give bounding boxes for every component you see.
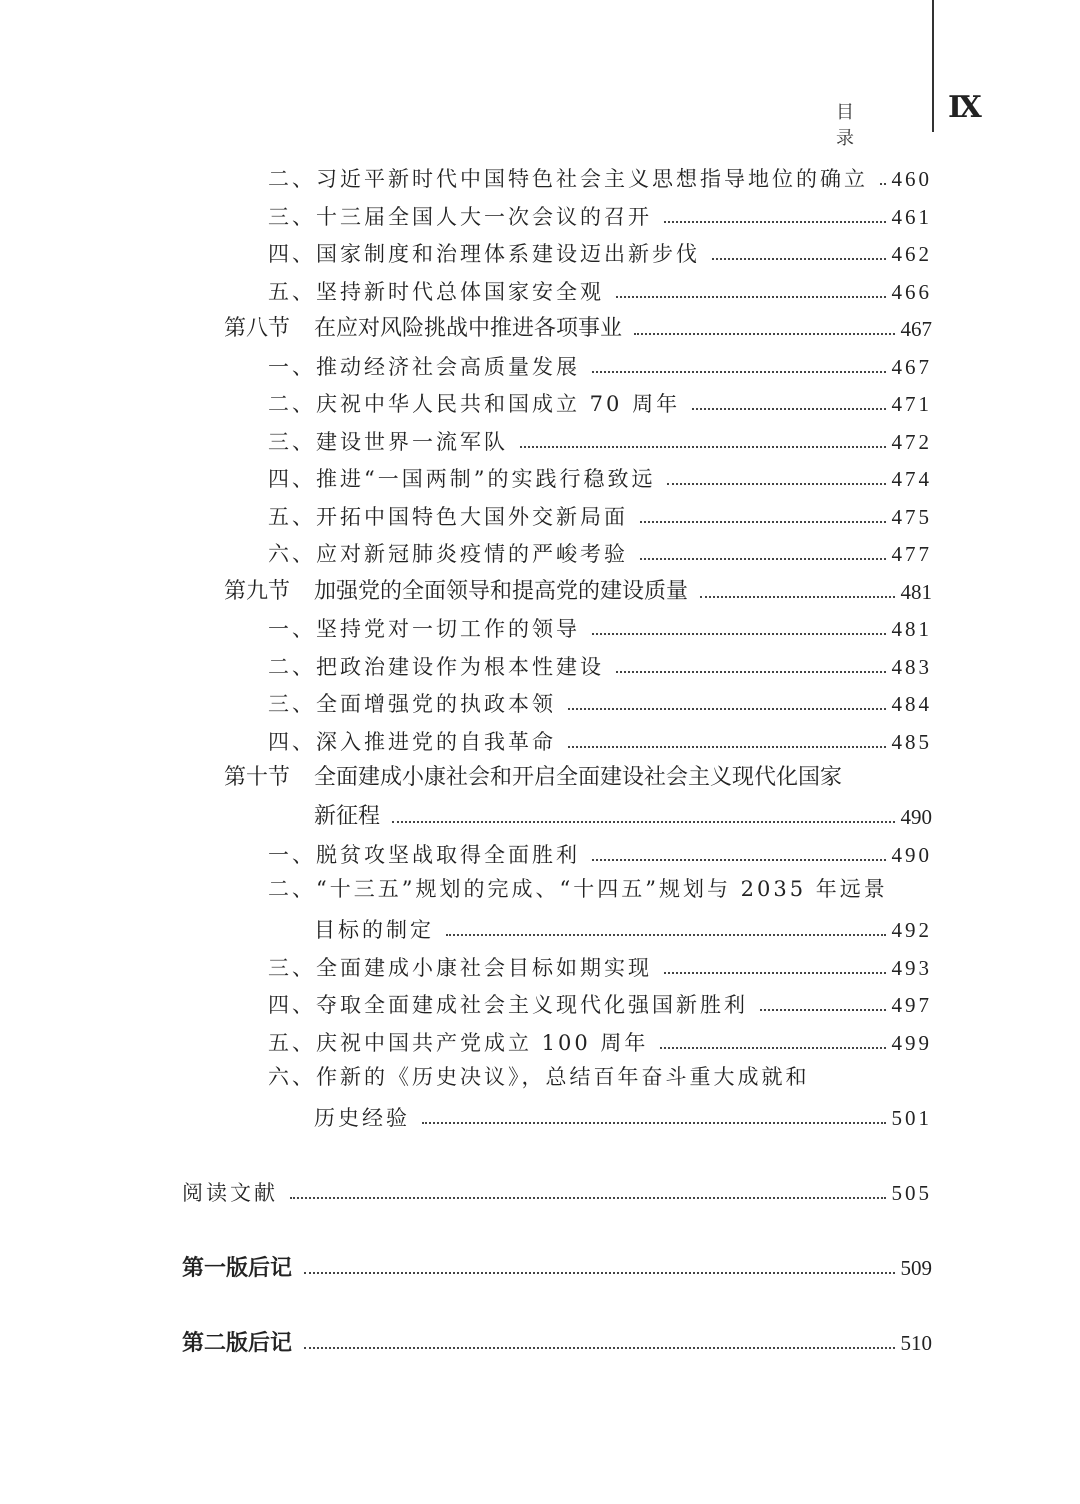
toc-entry[interactable] <box>268 456 932 494</box>
entry-number: 一、 <box>268 355 316 379</box>
leader-dots <box>392 820 894 823</box>
toc-entry[interactable] <box>268 832 932 870</box>
section-title: 全面建成小康社会和开启全面建设社会主义现代化国家 <box>314 765 843 790</box>
entry-title: 国家制度和治理体系建设迈出新步伐 <box>316 242 700 266</box>
entry-number: 二、 <box>268 877 316 901</box>
section-title: 加强党的全面领导和提高党的建设质量 <box>314 579 689 604</box>
entry-number: 六、 <box>268 1065 316 1089</box>
entry-title: 全面增强党的执政本领 <box>316 692 556 716</box>
entry-title: 坚持新时代总体国家安全观 <box>316 280 604 304</box>
leader-dots <box>664 971 886 974</box>
entry-page: 509 <box>900 1256 932 1280</box>
entry-title: 推进“一国两制”的实践行稳致远 <box>316 467 656 491</box>
entry-number: 三、 <box>268 956 316 980</box>
entry-number: 二、 <box>268 655 316 679</box>
entry-title: 全面建成小康社会目标如期实现 <box>316 956 652 980</box>
entry-page: 474 <box>891 467 932 491</box>
entry-title-continued: 目标的制定 <box>314 918 434 942</box>
section-number: 第八节 <box>224 316 291 341</box>
leader-dots <box>664 220 886 223</box>
entry-page: 483 <box>891 655 932 679</box>
entry-page: 490 <box>891 843 932 867</box>
entry-page: 485 <box>891 730 932 754</box>
leader-dots <box>880 182 886 185</box>
toc-entry[interactable] <box>268 419 932 457</box>
toc-section-entry[interactable] <box>224 306 932 344</box>
toc-entry[interactable] <box>268 681 932 719</box>
entry-number: 五、 <box>268 1031 316 1055</box>
entry-page: 505 <box>891 1181 932 1205</box>
toc-entry[interactable] <box>268 1020 932 1058</box>
entry-number: 二、 <box>268 167 316 191</box>
entry-number: 三、 <box>268 430 316 454</box>
entry-title: 开拓中国特色大国外交新局面 <box>316 505 628 529</box>
toc-entry[interactable] <box>268 494 932 532</box>
header-divider-line <box>932 0 934 132</box>
leader-dots <box>660 1046 885 1049</box>
page-number: Ⅸ <box>948 91 982 124</box>
entry-title: “十三五”规划的完成、“十四五”规划与 2035 年远景 <box>316 877 888 901</box>
leader-dots <box>520 445 886 448</box>
leader-dots <box>592 632 886 635</box>
toc-section-entry[interactable] <box>224 569 932 607</box>
toc-entry-line2[interactable] <box>314 907 932 945</box>
entry-title: 应对新冠肺炎疫情的严峻考验 <box>316 542 628 566</box>
leader-dots <box>760 1008 886 1011</box>
entry-number: 四、 <box>268 467 316 491</box>
section-title: 在应对风险挑战中推进各项事业 <box>314 316 623 341</box>
leader-dots <box>568 707 886 710</box>
leader-dots <box>692 407 885 410</box>
leader-dots <box>304 1271 894 1274</box>
back-matter-title: 阅读文献 <box>182 1181 278 1205</box>
entry-number: 二、 <box>268 392 316 416</box>
entry-page: 461 <box>891 205 932 229</box>
entry-number: 五、 <box>268 505 316 529</box>
toc-entry[interactable] <box>268 644 932 682</box>
entry-page: 472 <box>891 430 932 454</box>
entry-page: 466 <box>891 280 932 304</box>
leader-dots <box>640 557 886 560</box>
toc-section-entry-line1[interactable] <box>224 763 842 793</box>
toc-back-matter-entry[interactable] <box>182 1170 932 1208</box>
entry-title: 推动经济社会高质量发展 <box>316 355 580 379</box>
entry-title: 夺取全面建成社会主义现代化强国新胜利 <box>316 993 748 1017</box>
leader-dots <box>446 933 886 936</box>
leader-dots <box>634 332 894 335</box>
leader-dots <box>616 670 886 673</box>
entry-page: 493 <box>891 956 932 980</box>
leader-dots <box>422 1121 886 1124</box>
entry-number: 四、 <box>268 730 316 754</box>
toc-entry[interactable] <box>268 606 932 644</box>
entry-title: 作新的《历史决议》，总结百年奋斗重大成就和 <box>316 1065 810 1089</box>
entry-page: 471 <box>891 392 932 416</box>
leader-dots <box>568 745 886 748</box>
entry-page: 490 <box>900 805 932 829</box>
leader-dots <box>616 295 886 298</box>
entry-title: 脱贫攻坚战取得全面胜利 <box>316 843 580 867</box>
section-number: 第十节 <box>224 765 291 790</box>
toc-entry[interactable] <box>268 269 932 307</box>
leader-dots <box>712 257 886 260</box>
leader-dots <box>640 520 886 523</box>
entry-title: 庆祝中华人民共和国成立 70 周年 <box>316 392 681 416</box>
leader-dots <box>700 595 894 598</box>
toc-entry[interactable] <box>268 945 932 983</box>
entry-page: 481 <box>891 617 932 641</box>
toc-back-matter-entry[interactable] <box>182 1245 932 1283</box>
toc-entry-line2[interactable] <box>314 1095 932 1133</box>
entry-number: 五、 <box>268 280 316 304</box>
section-number: 第九节 <box>224 579 291 604</box>
entry-title: 庆祝中国共产党成立 100 周年 <box>316 1031 649 1055</box>
entry-page: 460 <box>891 167 932 191</box>
entry-number: 一、 <box>268 617 316 641</box>
toc-entry[interactable] <box>268 231 932 269</box>
entry-title: 十三届全国人大一次会议的召开 <box>316 205 652 229</box>
leader-dots <box>592 370 886 373</box>
entry-number: 四、 <box>268 993 316 1017</box>
toc-section-entry-line2[interactable] <box>314 794 932 832</box>
back-matter-title: 第二版后记 <box>182 1330 293 1356</box>
leader-dots <box>592 858 886 861</box>
leader-dots <box>304 1346 894 1349</box>
toc-entry-line1[interactable] <box>268 1062 810 1092</box>
entry-page: 497 <box>891 993 932 1017</box>
entry-number: 四、 <box>268 242 316 266</box>
leader-dots <box>667 482 885 485</box>
toc-entry[interactable] <box>268 344 932 382</box>
toc-entry-line1[interactable] <box>268 874 888 904</box>
entry-title-continued: 历史经验 <box>314 1106 410 1130</box>
entry-page: 462 <box>891 242 932 266</box>
entry-page: 477 <box>891 542 932 566</box>
toc-entry[interactable] <box>268 982 932 1020</box>
entry-page: 499 <box>891 1031 932 1055</box>
entry-title: 坚持党对一切工作的领导 <box>316 617 580 641</box>
section-title-continued: 新征程 <box>314 804 381 829</box>
entry-page: 467 <box>891 355 932 379</box>
toc-entry[interactable] <box>268 719 932 757</box>
entry-number: 六、 <box>268 542 316 566</box>
entry-page: 481 <box>900 580 932 604</box>
entry-page: 510 <box>900 1331 932 1355</box>
entry-title: 习近平新时代中国特色社会主义思想指导地位的确立 <box>316 167 868 191</box>
back-matter-title: 第一版后记 <box>182 1255 293 1281</box>
leader-dots <box>290 1196 886 1199</box>
entry-page: 501 <box>891 1106 932 1130</box>
entry-title: 深入推进党的自我革命 <box>316 730 556 754</box>
entry-page: 475 <box>891 505 932 529</box>
toc-entry[interactable] <box>268 381 932 419</box>
entry-title: 把政治建设作为根本性建设 <box>316 655 604 679</box>
entry-number: 三、 <box>268 692 316 716</box>
toc-entry[interactable] <box>268 194 932 232</box>
toc-back-matter-entry[interactable] <box>182 1320 932 1358</box>
toc-entry[interactable] <box>268 531 932 569</box>
running-header-title: 目 录 <box>836 102 932 149</box>
entry-title: 建设世界一流军队 <box>316 430 508 454</box>
toc-entry[interactable] <box>268 156 932 194</box>
entry-page: 492 <box>891 918 932 942</box>
entry-page: 484 <box>891 692 932 716</box>
entry-number: 三、 <box>268 205 316 229</box>
entry-page: 467 <box>900 317 932 341</box>
entry-number: 一、 <box>268 843 316 867</box>
